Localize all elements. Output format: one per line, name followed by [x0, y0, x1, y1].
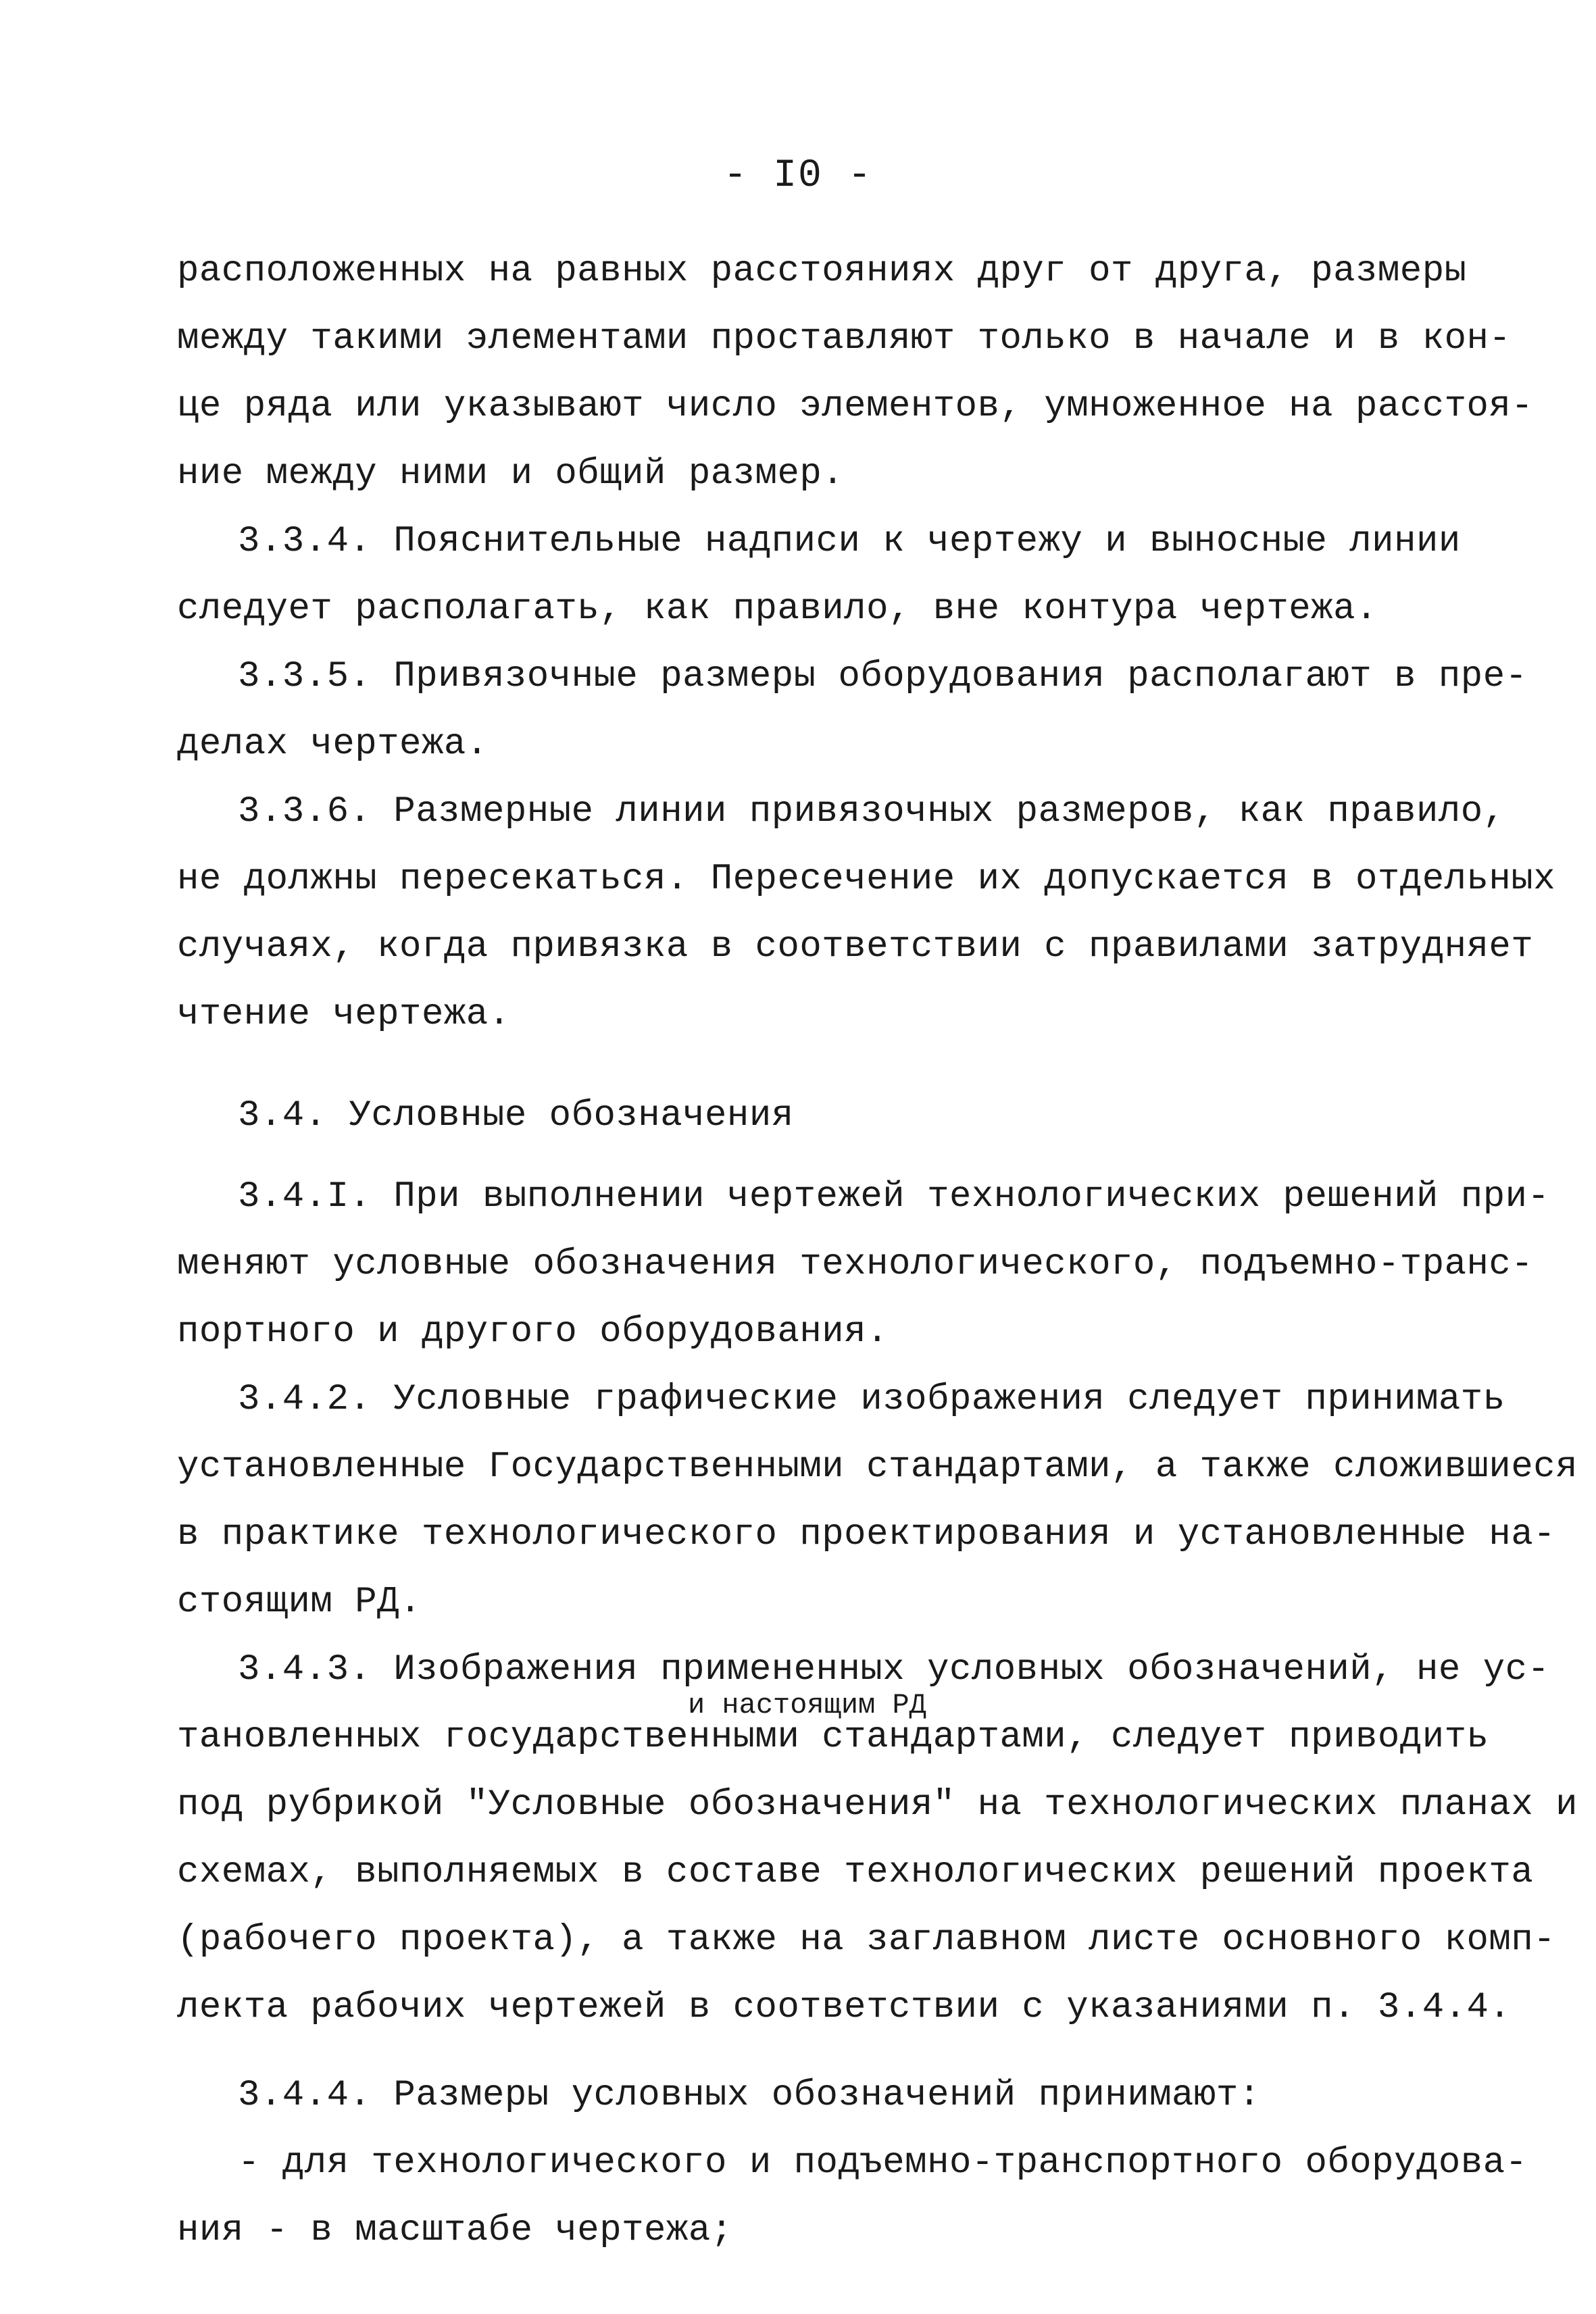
section-heading-3-4: 3.4. Условные обозначения	[238, 1095, 794, 1136]
text-line: (рабочего проекта), а также на заглавном листе основного комп-	[177, 1919, 1556, 1961]
text-line: меняют условные обозначения технологического, подъемно-транс-	[177, 1244, 1534, 1285]
paragraph-3-3-5: 3.3.5. Привязочные размеры оборудования располагают в пре-	[238, 656, 1528, 697]
text-line: не должны пересекаться. Пересечение их допускается в отдельных	[177, 859, 1556, 900]
paragraph-3-4-1: 3.4.I. При выполнении чертежей технологических решений при-	[238, 1176, 1550, 1217]
text-line: портного и другого оборудования.	[177, 1311, 889, 1353]
text-line: случаях, когда привязка в соответствии с правилами затрудняет	[177, 926, 1534, 967]
text-line: следует располагать, как правило, вне контура чертежа.	[177, 588, 1378, 630]
paragraph-3-4-4: 3.4.4. Размеры условных обозначений принимают:	[238, 2075, 1261, 2116]
paragraph-3-4-2: 3.4.2. Условные графические изображения следует принимать	[238, 1379, 1505, 1420]
text-line: чтение чертежа.	[177, 994, 511, 1035]
text-line: установленные Государственными стандартами, а также сложившиеся	[177, 1447, 1578, 1488]
paragraph-3-3-6: 3.3.6. Размерные линии привязочных размеров, как правило,	[238, 791, 1505, 832]
text-line: между такими элементами проставляют только в начале и в кон-	[177, 318, 1512, 359]
paragraph-3-3-4: 3.3.4. Пояснительные надписи к чертежу и выносные линии	[238, 521, 1461, 562]
text-line: делах чертежа.	[177, 724, 489, 765]
text-line: це ряда или указывают число элементов, умноженное на расстоя-	[177, 386, 1534, 427]
paragraph-3-4-3: 3.4.3. Изображения примененных условных обозначений, не ус-	[238, 1649, 1550, 1690]
text-line: в практике технологического проектирования и установленные на-	[177, 1514, 1556, 1555]
text-line: расположенных на равных расстояниях друг от друга, размеры	[177, 251, 1467, 292]
text-line: лекта рабочих чертежей в соответствии с указаниями п. 3.4.4.	[177, 1987, 1512, 2028]
text-line: ние между ними и общий размер.	[177, 453, 845, 495]
text-line: ния - в масштабе чертежа;	[177, 2210, 733, 2251]
handwritten-insert-note: и настоящим РД	[688, 1689, 926, 1721]
text-line: стоящим РД.	[177, 1582, 422, 1623]
list-item: - для технологического и подъемно-транспортного оборудова-	[238, 2142, 1528, 2184]
text-line: схемах, выполняемых в составе технологических решений проекта	[177, 1852, 1534, 1893]
text-line: тановленных государственными стандартами, следует приводить	[177, 1717, 1489, 1758]
page-number: - I0 -	[723, 154, 873, 198]
text-line: под рубрикой "Условные обозначения" на технологических планах и	[177, 1784, 1578, 1826]
